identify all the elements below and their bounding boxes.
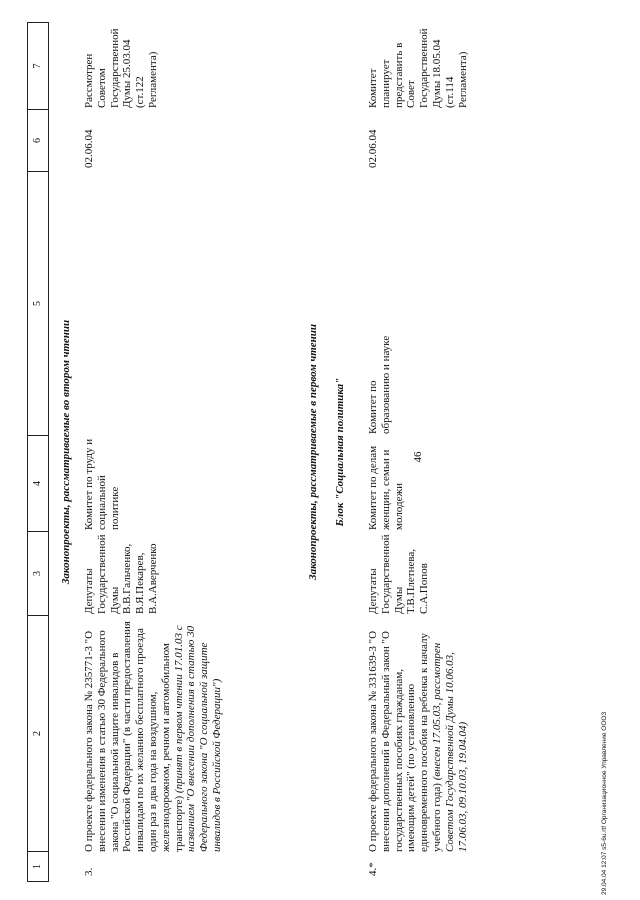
bill-note: (принят в первом чтении 17.01.03 с названием "О внесении дополнения в статью 30 Федерального закона "О социальной защите инвалидов в Российской Федерации"): [172, 625, 223, 852]
bill-note: (внесен 17.05.03, рассмотрен Советом Государственной Думы 10.06.03, 17.06.03, 09.10.03, 19.04.04): [430, 642, 469, 852]
section-heading-second-reading: Законопроекты, рассматриваемые во втором чтении: [60, 319, 72, 585]
column-header-2: 2: [28, 615, 48, 851]
bill-sponsor: Депутаты Государственной Думы В.В.Гальченко, В.Я.Пекарев, В.А.Аверченко: [83, 534, 159, 614]
review-status: Комитет планирует представить в Совет Государственной Думы 18.05.04 (ст.114 Регламента): [367, 28, 469, 108]
row-number: 4.*: [367, 862, 379, 876]
bill-title: [83, 620, 224, 852]
block-heading-social-policy: Блок "Социальная политика": [334, 377, 346, 527]
row-number: 3.: [83, 867, 95, 876]
column-header-5: 5: [28, 171, 48, 435]
bill-sponsor: Депутаты Государственной Думы Т.В.Плетнева, С.А.Попов: [367, 534, 431, 614]
review-status: Рассмотрен Советом Государственной Думы 25.03.04 (ст.122 Регламента): [83, 28, 159, 108]
column-header-1: 1: [28, 851, 48, 881]
bill-title: [367, 620, 469, 852]
column-header-row: [27, 22, 49, 882]
review-date: 02.06.04: [367, 129, 379, 168]
review-date: 02.06.04: [83, 129, 95, 168]
section-heading-first-reading: Законопроекты, рассматриваемые в первом чтении: [307, 324, 319, 580]
column-header-7: 7: [32, 63, 43, 69]
column-header-6: 6: [28, 109, 48, 171]
column-header-4: 4: [28, 435, 48, 531]
document-table: [27, 22, 607, 882]
co-committee: Комитет по образованию и науке: [367, 335, 392, 434]
bill-title-text: О проекте федерального закона № 235771-3 "О внесении изменения в статью 30 Федерального закона "О социальной защите инвалидов в Российской Федерации" (в части предоставления инвалидам по их желанию бесплатного проезда один раз в два года на воздушном, железнодорожном, речном и автомобильном транспорте): [83, 621, 185, 852]
page-number: 46: [412, 451, 424, 463]
print-footer: 29.04.04 12:07 s5-6u.rtf Организационное Управление ООО3: [601, 711, 608, 895]
responsible-committee: Комитет по делам женщин, семьи и молодежи: [367, 445, 405, 530]
responsible-committee: Комитет по труду и социальной политике: [83, 438, 121, 530]
bill-title-text: О проекте федерального закона № 331639-3 "О внесении дополнений в Федеральный закон "О государственных пособиях гражданам, имеющим детей" (по установлению единовременного пособия на ребенка к началу учебного года): [367, 630, 443, 852]
column-header-3: 3: [28, 531, 48, 615]
